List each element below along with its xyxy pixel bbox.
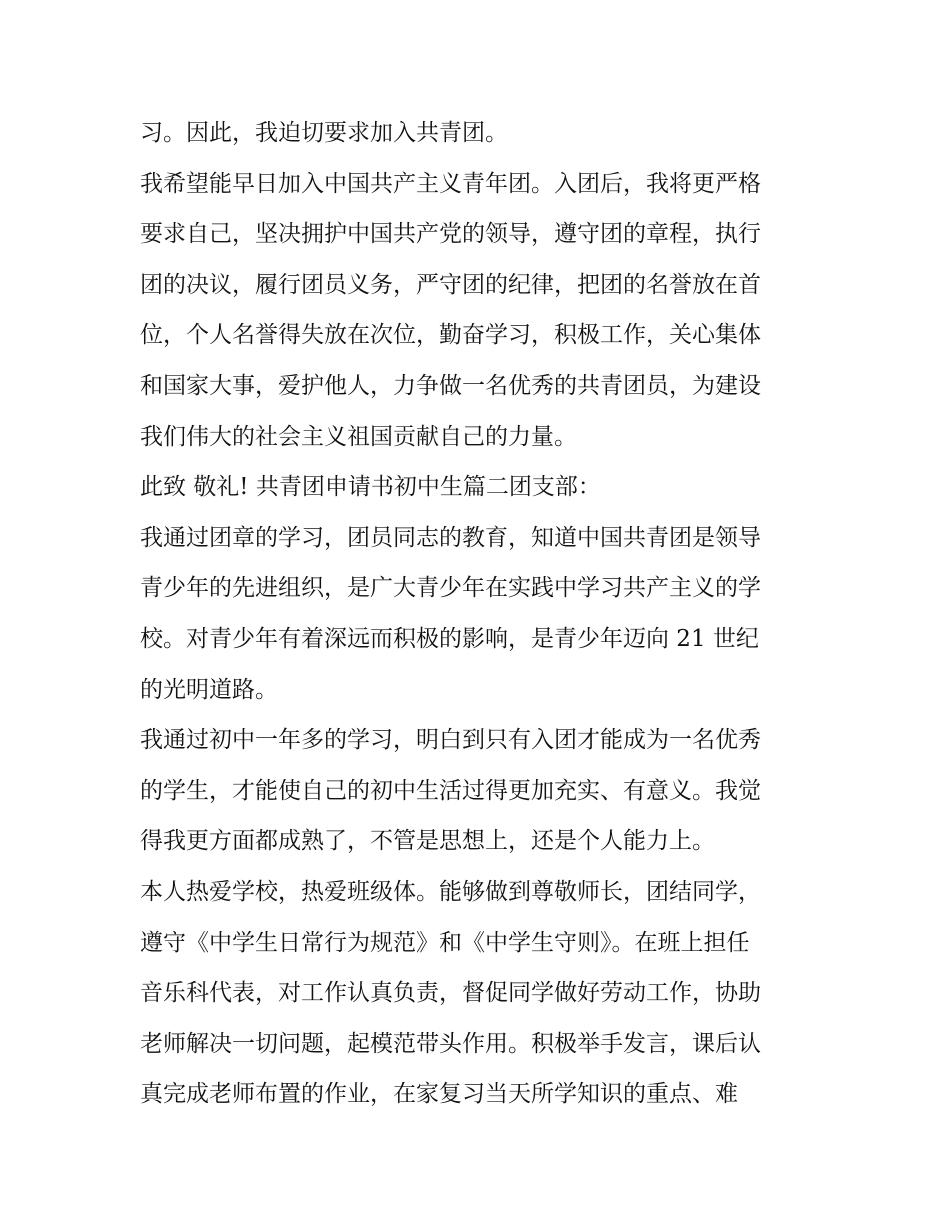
text-line: 位，个人名誉得失放在次位，勤奋学习，积极工作，关心集体 bbox=[140, 322, 761, 349]
text-line: 老师解决一切问题，起模范带头作用。积极举手发言，课后认 bbox=[140, 1030, 761, 1057]
text-line: 我希望能早日加入中国共产主义青年团。入团后，我将更严格 bbox=[140, 170, 761, 197]
text-line: 要求自己，坚决拥护中国共产党的领导，遵守团的章程，执行 bbox=[140, 221, 761, 248]
text-line: 的学生，才能使自己的初中生活过得更加充实、有意义。我觉 bbox=[140, 777, 761, 804]
text-line: 我通过初中一年多的学习，明白到只有入团才能成为一名优秀 bbox=[140, 727, 761, 754]
text-line: 真完成老师布置的作业，在家复习当天所学知识的重点、难 bbox=[140, 1081, 738, 1108]
text-line: 此致 敬礼! 共青团申请书初中生篇二团支部： bbox=[140, 474, 601, 501]
text-line: 青少年的先进组织，是广大青少年在实践中学习共产主义的学 bbox=[140, 575, 761, 602]
body-text bbox=[140, 108, 820, 1120]
text-line: 团的决议，履行团员义务，严守团的纪律，把团的名誉放在首 bbox=[140, 271, 761, 298]
text-line: 习。因此，我迫切要求加入共青团。 bbox=[140, 120, 508, 146]
text-line: 得我更方面都成熟了，不管是思想上，还是个人能力上。 bbox=[140, 828, 715, 855]
text-line: 音乐科代表，对工作认真负责，督促同学做好劳动工作，协助 bbox=[140, 980, 761, 1007]
text-line: 我通过团章的学习，团员同志的教育，知道中国共青团是领导 bbox=[140, 524, 761, 551]
text-line: 的光明道路。 bbox=[140, 676, 278, 703]
text-line: 遵守《中学生日常行为规范》和《中学生守则》。在班上担任 bbox=[140, 929, 750, 956]
text-line: 校。对青少年有着深远而积极的影响，是青少年迈向 21 世纪 bbox=[140, 625, 759, 652]
text-line: 和国家大事，爱护他人，力争做一名优秀的共青团员，为建设 bbox=[140, 372, 761, 399]
text-line: 我们伟大的社会主义祖国贡献自己的力量。 bbox=[140, 423, 577, 450]
text-line: 本人热爱学校，热爱班级体。能够做到尊敬师长，团结同学， bbox=[140, 878, 761, 905]
